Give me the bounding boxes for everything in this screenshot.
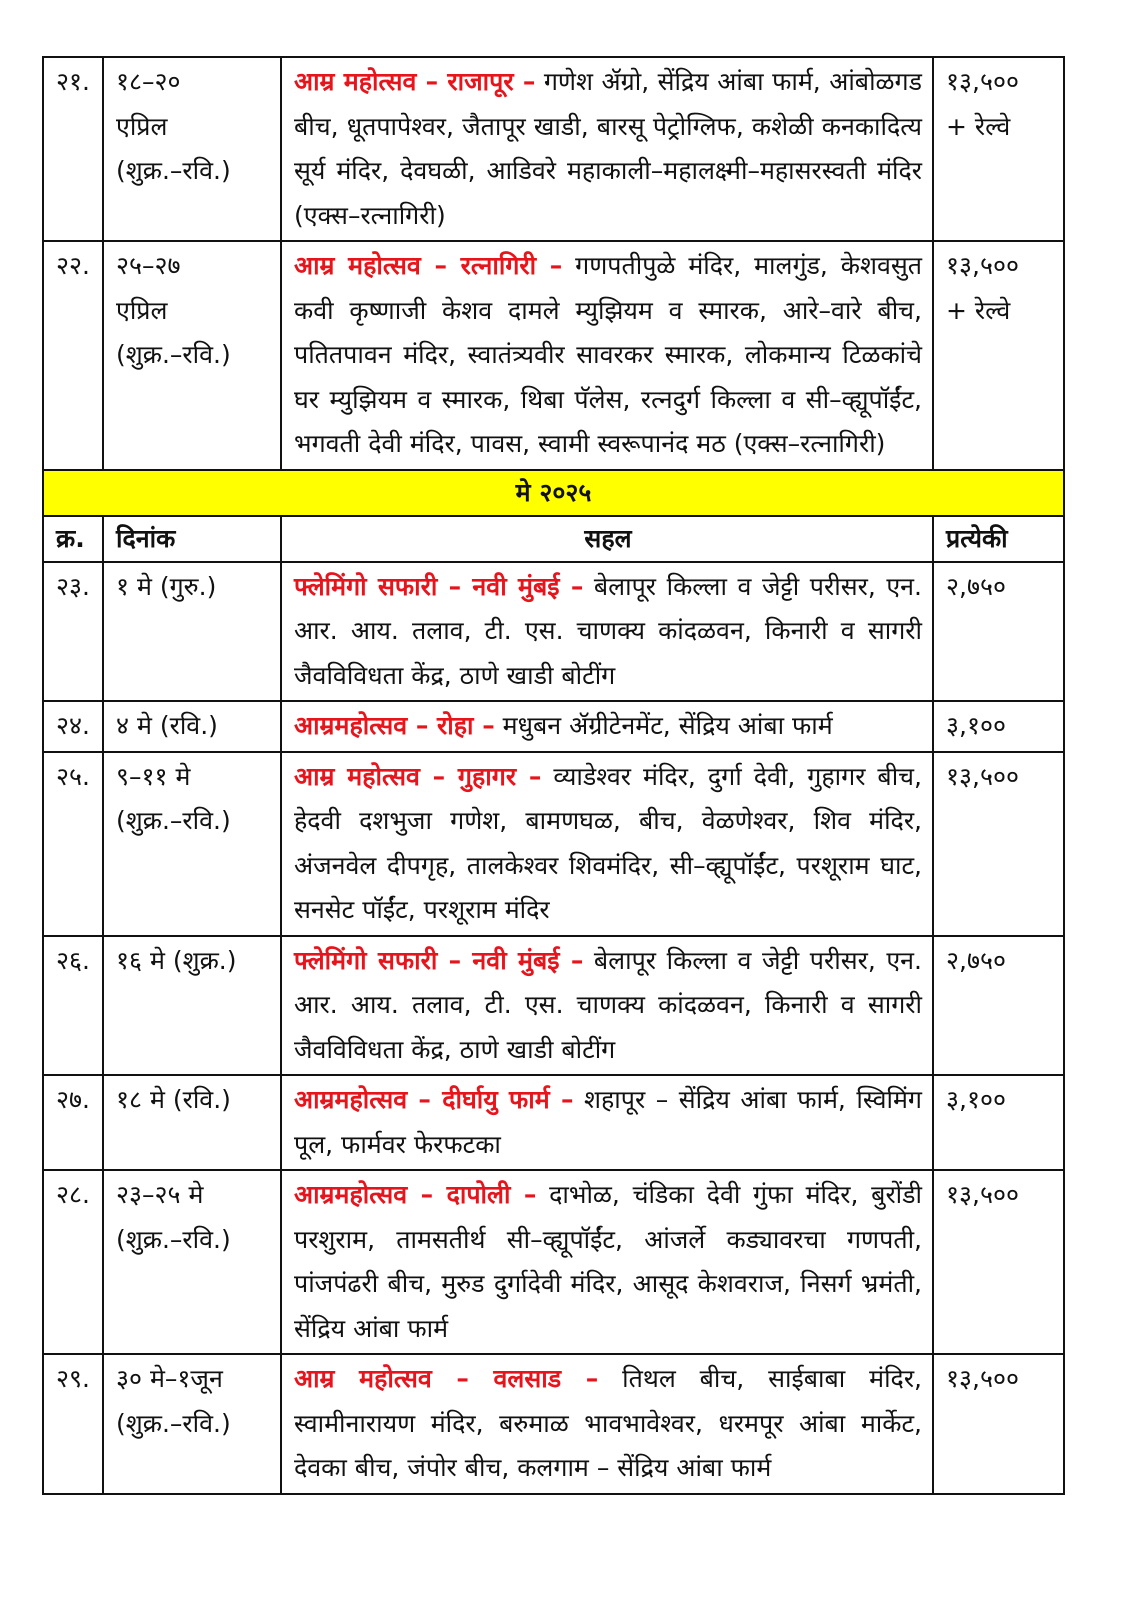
serial-number: २२. [43, 241, 103, 470]
date-cell [103, 701, 281, 752]
trip-details: व्याडेश्वर मंदिर, दुर्गा देवी, गुहागर बीच, हेदवी दशभुजा गणेश, बामणघळ, बीच, वेळणेश्वर, शिव मंदिर, अंजनवेल दीपगृह, तालकेश्वर शिवमंदिर, सी–व्ह्यूपॉईंट, परशूराम घाट, सनसेट पॉईंट, परशूराम मंदिर [294, 761, 923, 924]
trip-cell [281, 1170, 933, 1354]
trip-title: आम्रमहोत्सव – दीर्घायु फार्म – [294, 1085, 574, 1114]
trip-cell [281, 936, 933, 1076]
price-amount: २,७५० [946, 945, 1006, 975]
header-trip: सहल [281, 516, 933, 562]
month-banner: मे २०२५ [43, 470, 1064, 516]
date-line: (शुक्र.–रवि.) [116, 1408, 231, 1438]
trip-cell [281, 701, 933, 752]
date-line: १८–२० [116, 67, 181, 96]
trip-title: आम्रमहोत्सव – रोहा – [294, 711, 495, 740]
trip-cell [281, 241, 933, 470]
trip-cell [281, 1075, 933, 1170]
price-amount: १३,५०० [946, 251, 1019, 280]
price-amount: २,७५० [946, 571, 1006, 601]
trip-details: गणपतीपुळे मंदिर, मालगुंड, केशवसुत कवी कृष्णाजी केशव दामले म्युझियम व स्मारक, आरे–वारे बीच, पतितपावन मंदिर, स्वातंत्र्यवीर सावरकर स्मारक, लोकमान्य टिळकांचे घर म्युझियम व स्मारक, थिबा पॅलेस, रत्नदुर्ग किल्ला व सी–व्ह्यूपॉईंट, भगवती देवी मंदिर, पावस, स्वामी स्वरूपानंद मठ (एक्स–रत्नागिरी) [294, 251, 923, 458]
price-cell [933, 241, 1064, 470]
price-note: + रेल्वे [946, 111, 1011, 141]
trip-title: फ्लेमिंगो सफारी – नवी मुंबई – [294, 945, 584, 975]
date-line: एप्रिल [116, 295, 168, 325]
date-line: (शुक्र.–रवि.) [116, 340, 231, 369]
date-line: (शुक्र.–रवि.) [116, 156, 231, 185]
price-amount: १३,५०० [946, 761, 1019, 791]
price-cell [933, 1075, 1064, 1170]
may-section-header [43, 470, 1064, 562]
date-cell [103, 936, 281, 1076]
table-row [43, 241, 1064, 470]
tour-schedule-table [42, 56, 1065, 1495]
trip-cell [281, 57, 933, 241]
price-cell [933, 752, 1064, 936]
date-line: ४ मे (रवि.) [116, 711, 218, 740]
trip-details: बेलापूर किल्ला व जेट्टी परीसर, एन. आर. आय. तलाव, टी. एस. चाणक्य कांदळवन, किनारी व सागरी जैवविविधता केंद्र, ठाणे खाडी बोटींग [294, 945, 922, 1064]
table-row [43, 1075, 1064, 1170]
serial-number: २१. [43, 57, 103, 241]
price-amount: १३,५०० [946, 67, 1019, 96]
trip-cell [281, 562, 933, 702]
month-banner-row [43, 470, 1064, 516]
serial-number: २६. [43, 936, 103, 1076]
date-line: १८ मे (रवि.) [116, 1085, 231, 1114]
may-rows [43, 562, 1064, 1494]
date-line: ९–११ मे [116, 761, 191, 791]
trip-details: गणेश ॲग्रो, सेंद्रिय आंबा फार्म, आंबोळगड बीच, धूतपापेश्वर, जैतापूर खाडी, बारसू पेट्रोग्लिफ, कशेळी कनकादित्य सूर्य मंदिर, देवघळी, आडिवरे महाकाली–महालक्ष्मी–महासरस्वती मंदिर (एक्स–रत्नागिरी) [294, 67, 922, 230]
price-cell [933, 562, 1064, 702]
date-cell [103, 562, 281, 702]
price-amount: ३,१०० [946, 1085, 1006, 1114]
header-serial: क्र. [43, 516, 103, 562]
date-cell [103, 57, 281, 241]
price-cell [933, 936, 1064, 1076]
date-line: (शुक्र.–रवि.) [116, 1224, 231, 1254]
date-cell [103, 1170, 281, 1354]
april-rows [43, 57, 1064, 470]
price-amount: ३,१०० [946, 711, 1006, 740]
serial-number: २३. [43, 562, 103, 702]
table-row [43, 752, 1064, 936]
date-line: (शुक्र.–रवि.) [116, 806, 231, 835]
serial-number: २८. [43, 1170, 103, 1354]
date-cell [103, 752, 281, 936]
trip-title: आम्र महोत्सव – वलसाड – [294, 1364, 599, 1393]
price-cell [933, 701, 1064, 752]
date-line: ३० मे–१जून [116, 1364, 223, 1393]
date-cell [103, 241, 281, 470]
trip-title: आम्र महोत्सव – गुहागर – [294, 761, 542, 791]
price-amount: १३,५०० [946, 1364, 1019, 1393]
date-cell [103, 1354, 281, 1494]
table-row [43, 936, 1064, 1076]
trip-details: शहापूर – सेंद्रिय आंबा फार्म, स्विमिंग पूल, फार्मवर फेरफटका [294, 1085, 923, 1159]
table-row [43, 562, 1064, 702]
trip-cell [281, 1354, 933, 1494]
price-cell [933, 57, 1064, 241]
trip-details: दाभोळ, चंडिका देवी गुंफा मंदिर, बुरोंडी परशुराम, तामसतीर्थ सी–व्ह्यूपॉईंट, आंजर्ले कड्यावरचा गणपती, पांजपंढरी बीच, मुरुड दुर्गादेवी मंदिर, आसूद केशवराज, निसर्ग भ्रमंती, सेंद्रिय आंबा फार्म [294, 1180, 922, 1343]
price-note: + रेल्वे [946, 295, 1011, 325]
date-line: १६ मे (शुक्र.) [116, 945, 237, 975]
serial-number: २७. [43, 1075, 103, 1170]
header-date: दिनांक [103, 516, 281, 562]
price-cell [933, 1354, 1064, 1494]
price-cell [933, 1170, 1064, 1354]
date-cell [103, 1075, 281, 1170]
trip-details: तिथल बीच, साईबाबा मंदिर, स्वामीनारायण मंदिर, बरुमाळ भावभावेश्वर, धरमपूर आंबा मार्केट, देवका बीच, जंपोर बीच, कलगाम – सेंद्रिय आंबा फार्म [294, 1364, 922, 1482]
date-line: १ मे (गुरु.) [116, 571, 217, 601]
trip-title: आम्रमहोत्सव – दापोली – [294, 1180, 537, 1209]
column-header-row [43, 516, 1064, 562]
date-line: एप्रिल [116, 111, 168, 141]
trip-title: आम्र महोत्सव – रत्नागिरी – [294, 251, 563, 280]
trip-cell [281, 752, 933, 936]
header-price: प्रत्येकी [933, 516, 1064, 562]
date-line: २३–२५ मे [116, 1180, 204, 1209]
table-row [43, 1170, 1064, 1354]
table-row [43, 701, 1064, 752]
price-amount: १३,५०० [946, 1180, 1019, 1209]
trip-title: फ्लेमिंगो सफारी – नवी मुंबई – [294, 571, 584, 601]
serial-number: २९. [43, 1354, 103, 1494]
serial-number: २४. [43, 701, 103, 752]
trip-details: मधुबन ॲग्रीटेनमेंट, सेंद्रिय आंबा फार्म [502, 711, 833, 740]
table-row [43, 57, 1064, 241]
table-row [43, 1354, 1064, 1494]
date-line: २५–२७ [116, 251, 181, 280]
trip-details: बेलापूर किल्ला व जेट्टी परीसर, एन. आर. आय. तलाव, टी. एस. चाणक्य कांदळवन, किनारी व सागरी जैवविविधता केंद्र, ठाणे खाडी बोटींग [294, 571, 922, 690]
serial-number: २५. [43, 752, 103, 936]
trip-title: आम्र महोत्सव – राजापूर – [294, 67, 536, 96]
